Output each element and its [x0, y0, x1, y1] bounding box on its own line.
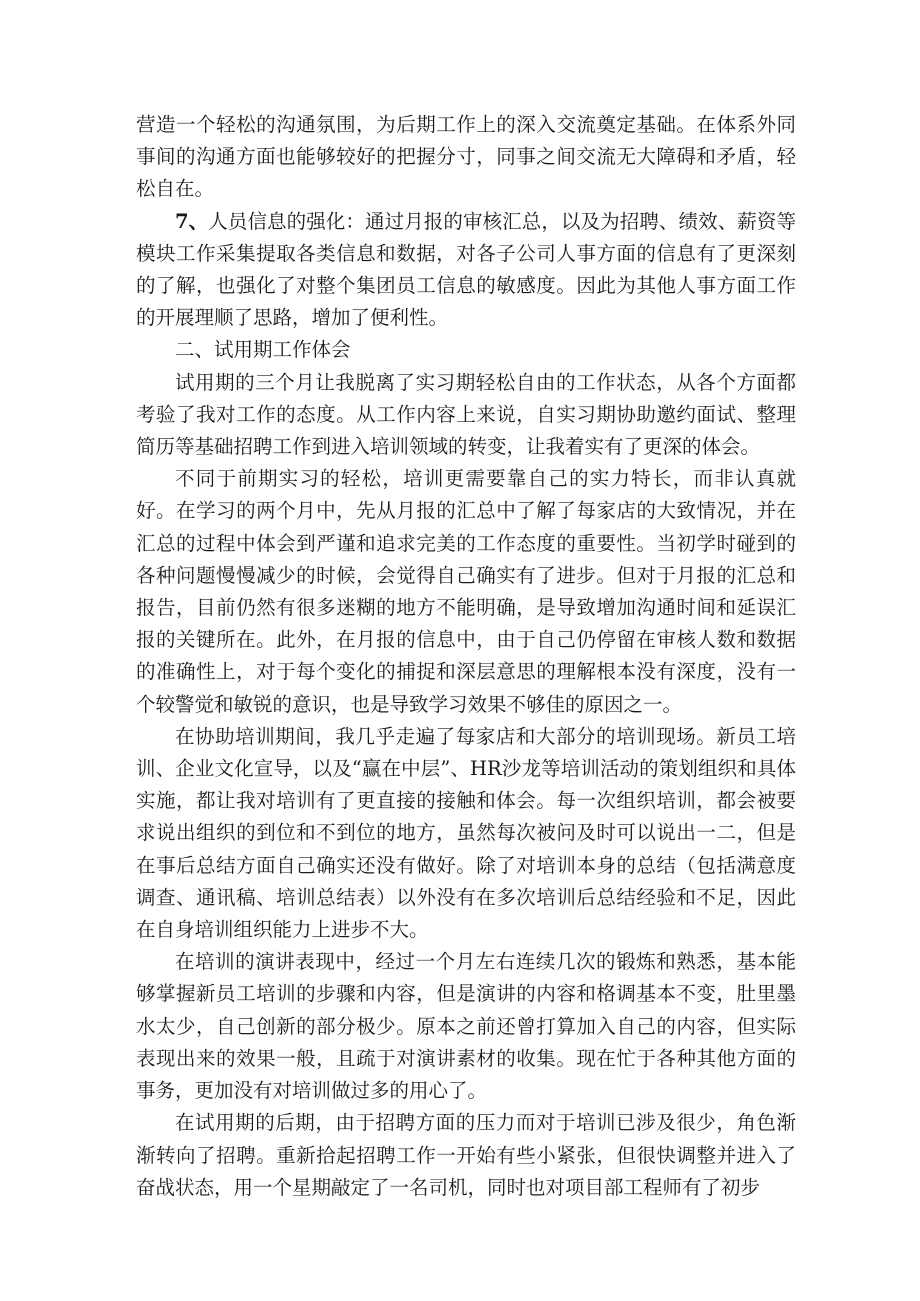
paragraph-text: 营造一个轻松的沟通氛围，为后期工作上的深入交流奠定基础。在体系外同事间的沟通方面也能够较好的把握分寸，同事之间交流无大障碍和矛盾，轻松自在。: [136, 113, 796, 201]
paragraph-text: 在试用期的后期，由于招聘方面的压力而对于培训已涉及很少，角色渐渐转向了招聘。重新拾起招聘工作一开始有些小紧张，但很快调整并进入了奋战状态，用一个星期敲定了一名司机，同时也对项目部工程师有了初步: [136, 1111, 796, 1199]
paragraph-text: 人员信息的强化：通过月报的审核汇总，以及为招聘、绩效、薪资等模块工作采集提取各类信息和数据，对各子公司人事方面的信息有了更深刻的了解，也强化了对整个集团员工信息的敏感度。因此为其他人事方面工作的开展理顺了思路，增加了便利性。: [136, 209, 796, 330]
paragraph-monthly-report: [136, 463, 796, 721]
paragraph-text: 不同于前期实习的轻松，培训更需要靠自己的实力特长，而非认真就好。在学习的两个月中，先从月报的汇总中了解了每家店的大致情况，并在汇总的过程中体会到严谨和追求完美的工作态度的重要性。当初学时碰到的各种问题慢慢减少的时候，会觉得自己确实有了进步。但对于月报的汇总和报告，目前仍然有很多迷糊的地方不能明确，是导致增加沟通时间和延误汇报的关键所在。此外，在月报的信息中，由于自己仍停留在审核人数和数据的准确性上，对于每个变化的捕捉和深层意思的理解根本没有深度，没有一个较警觉和敏锐的意识，也是导致学习效果不够佳的原因之一。: [136, 467, 796, 716]
paragraph-text: 在协助培训期间，我几乎走遍了每家店和大部分的培训现场。新员工培训、企业文化宣导，以及“赢在中层”、HR沙龙等培训活动的策划组织和具体实施，都让我对培训有了更直接的接触和体会。每一次组织培训，都会被要求说出组织的到位和不到位的地方，虽然每次被问及时可以说出一二，但是在事后总结方面自己确实还没有做好。除了对培训本身的总结（包括满意度调查、通讯稿、培训总结表）以外没有在多次培训后总结经验和不足，因此在自身培训组织能力上进步不大。: [136, 724, 796, 942]
heading-text: 二、试用期工作体会: [175, 338, 351, 362]
section-heading-probation: [136, 334, 796, 366]
document-body: [136, 109, 796, 1204]
paragraph-communication: [136, 109, 796, 206]
paragraph-training-speech: [136, 946, 796, 1107]
paragraph-text: 试用期的三个月让我脱离了实习期轻松自由的工作状态，从各个方面都考验了我对工作的态度。从工作内容上来说，自实习期协助邀约面试、整理简历等基础招聘工作到进入培训领域的转变，让我着实有了更深的体会。: [136, 370, 796, 459]
paragraph-personnel-info: [136, 206, 796, 335]
paragraph-text: 在培训的演讲表现中，经过一个月左右连续几次的锻炼和熟悉，基本能够掌握新员工培训的步骤和内容，但是演讲的内容和格调基本不变，肚里墨水太少，自己创新的部分极少。原本之前还曾打算加入自己的内容，但实际表现出来的效果一般，且疏于对演讲素材的收集。现在忙于各种其他方面的事务，更加没有对培训做过多的用心了。: [136, 950, 796, 1103]
paragraph-training-assist: [136, 721, 796, 946]
list-number: 7、: [175, 209, 209, 233]
paragraph-probation-intro: [136, 367, 796, 464]
paragraph-recruitment: [136, 1107, 796, 1204]
